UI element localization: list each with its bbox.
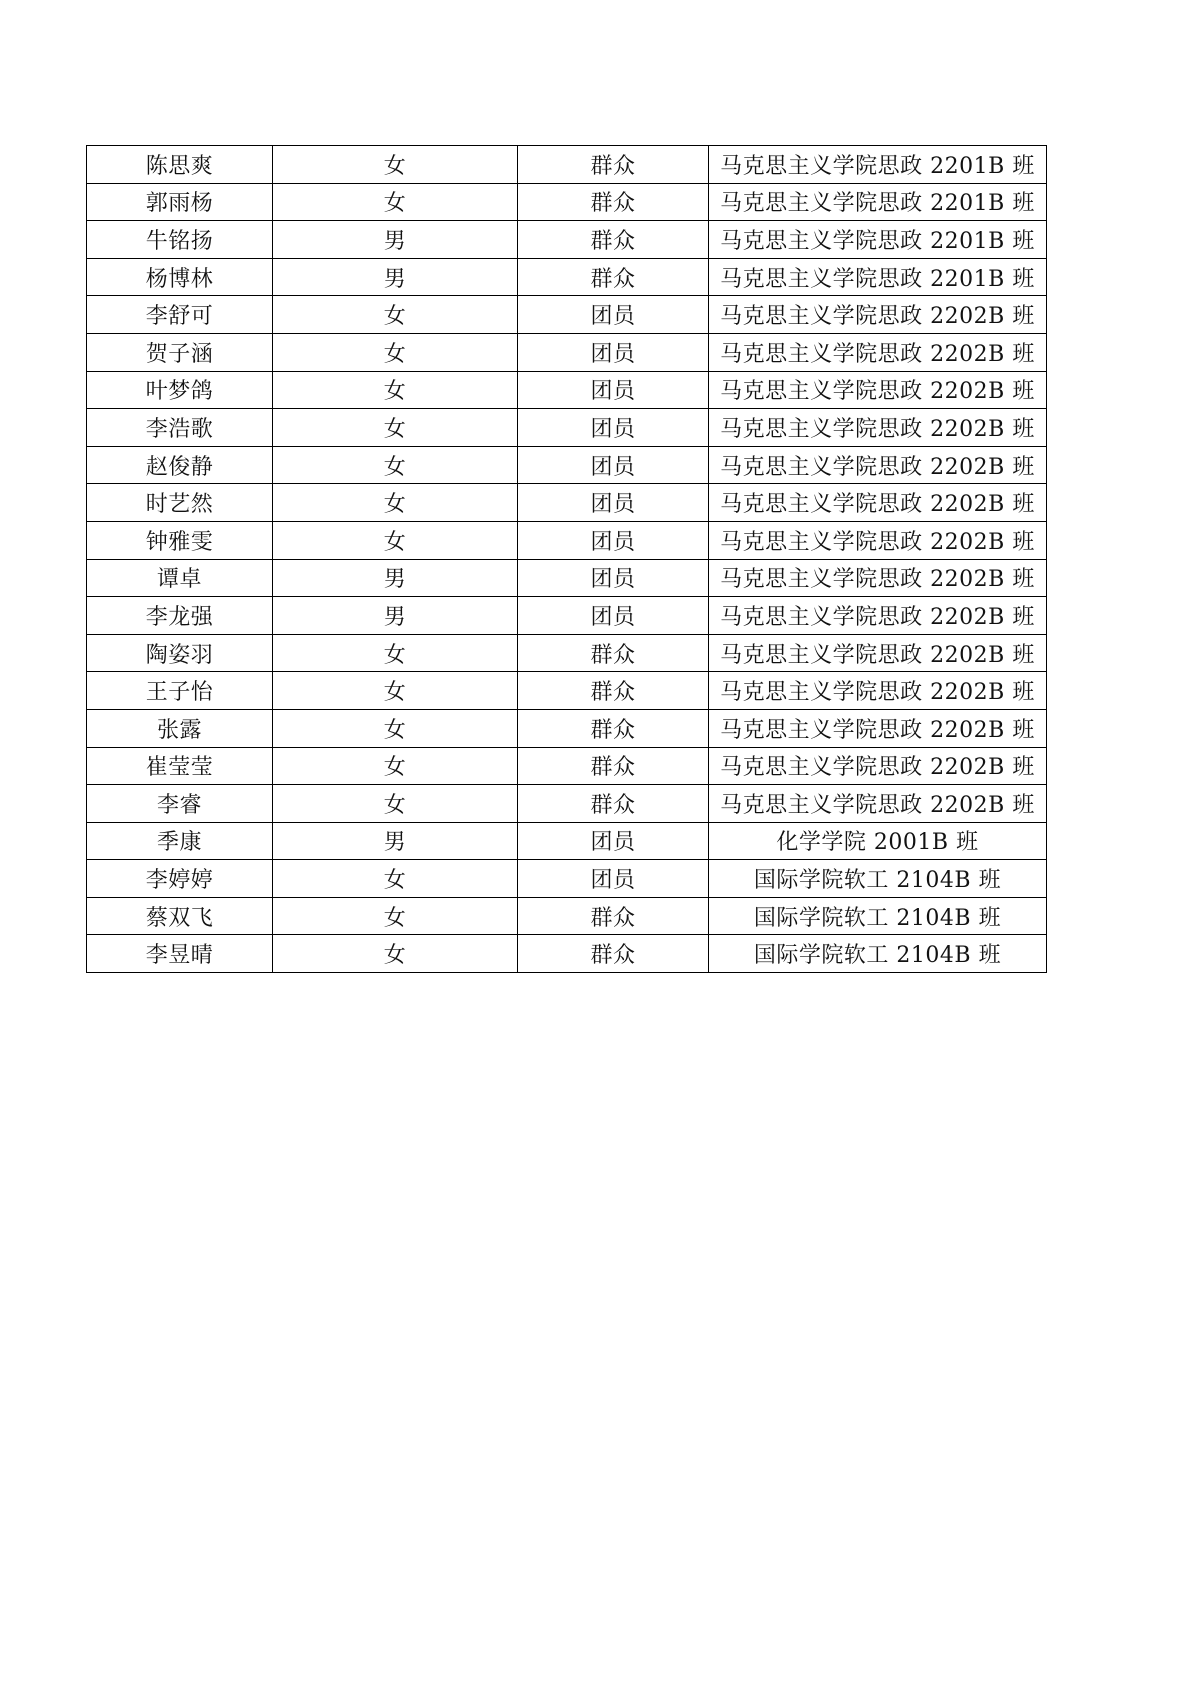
gender-cell: 女 [273,709,518,747]
student-name-cell: 叶梦鸽 [87,371,273,409]
class-cell: 马克思主义学院思政 2202B 班 [709,296,1047,334]
class-cell: 马克思主义学院思政 2201B 班 [709,221,1047,259]
political-status-cell: 群众 [518,747,709,785]
political-status-cell: 群众 [518,785,709,823]
political-status-cell: 群众 [518,634,709,672]
student-name-cell: 钟雅雯 [87,521,273,559]
class-cell: 国际学院软工 2104B 班 [709,897,1047,935]
student-name-cell: 王子怡 [87,672,273,710]
table-row [87,559,1047,597]
gender-cell: 女 [273,785,518,823]
table-row [87,521,1047,559]
political-status-cell: 团员 [518,559,709,597]
political-status-cell: 团员 [518,484,709,522]
student-name-cell: 陈思爽 [87,146,273,184]
student-name-cell: 李浩歌 [87,409,273,447]
class-cell: 马克思主义学院思政 2201B 班 [709,183,1047,221]
gender-cell: 女 [273,897,518,935]
political-status-cell: 团员 [518,446,709,484]
student-name-cell: 杨博林 [87,258,273,296]
political-status-cell: 群众 [518,258,709,296]
table-row [87,672,1047,710]
political-status-cell: 团员 [518,333,709,371]
student-name-cell: 李睿 [87,785,273,823]
table-row [87,409,1047,447]
class-cell: 马克思主义学院思政 2201B 班 [709,258,1047,296]
gender-cell: 女 [273,935,518,973]
gender-cell: 男 [273,559,518,597]
gender-cell: 女 [273,634,518,672]
table-row [87,597,1047,635]
class-cell: 马克思主义学院思政 2202B 班 [709,597,1047,635]
table-row [87,146,1047,184]
student-name-cell: 李龙强 [87,597,273,635]
student-name-cell: 季康 [87,822,273,860]
class-cell: 马克思主义学院思政 2201B 班 [709,146,1047,184]
student-name-cell: 时艺然 [87,484,273,522]
class-cell: 马克思主义学院思政 2202B 班 [709,672,1047,710]
class-cell: 马克思主义学院思政 2202B 班 [709,559,1047,597]
table-row [87,785,1047,823]
table-row [87,747,1047,785]
class-cell: 马克思主义学院思政 2202B 班 [709,785,1047,823]
student-name-cell: 贺子涵 [87,333,273,371]
class-cell: 马克思主义学院思政 2202B 班 [709,371,1047,409]
political-status-cell: 群众 [518,709,709,747]
class-cell: 马克思主义学院思政 2202B 班 [709,333,1047,371]
student-name-cell: 陶姿羽 [87,634,273,672]
political-status-cell: 团员 [518,296,709,334]
political-status-cell: 团员 [518,860,709,898]
class-cell: 马克思主义学院思政 2202B 班 [709,709,1047,747]
class-cell: 马克思主义学院思政 2202B 班 [709,521,1047,559]
political-status-cell: 群众 [518,146,709,184]
student-name-cell: 崔莹莹 [87,747,273,785]
class-cell: 马克思主义学院思政 2202B 班 [709,634,1047,672]
table-row [87,296,1047,334]
gender-cell: 女 [273,747,518,785]
gender-cell: 男 [273,597,518,635]
gender-cell: 女 [273,146,518,184]
table-row [87,634,1047,672]
gender-cell: 女 [273,860,518,898]
table-row [87,860,1047,898]
class-cell: 国际学院软工 2104B 班 [709,860,1047,898]
student-name-cell: 郭雨杨 [87,183,273,221]
student-name-cell: 赵俊静 [87,446,273,484]
political-status-cell: 群众 [518,897,709,935]
table-row [87,822,1047,860]
roster-body [87,146,1047,973]
political-status-cell: 团员 [518,597,709,635]
student-name-cell: 牛铭扬 [87,221,273,259]
student-name-cell: 李舒可 [87,296,273,334]
political-status-cell: 团员 [518,371,709,409]
student-name-cell: 李昱晴 [87,935,273,973]
political-status-cell: 群众 [518,935,709,973]
class-cell: 马克思主义学院思政 2202B 班 [709,747,1047,785]
class-cell: 化学学院 2001B 班 [709,822,1047,860]
gender-cell: 女 [273,296,518,334]
student-name-cell: 蔡双飞 [87,897,273,935]
political-status-cell: 团员 [518,822,709,860]
table-row [87,333,1047,371]
table-row [87,446,1047,484]
student-name-cell: 李婷婷 [87,860,273,898]
table-row [87,221,1047,259]
class-cell: 国际学院软工 2104B 班 [709,935,1047,973]
table-row [87,258,1047,296]
table-row [87,183,1047,221]
table-row [87,371,1047,409]
class-cell: 马克思主义学院思政 2202B 班 [709,484,1047,522]
student-name-cell: 谭卓 [87,559,273,597]
political-status-cell: 团员 [518,409,709,447]
gender-cell: 男 [273,258,518,296]
political-status-cell: 群众 [518,672,709,710]
gender-cell: 女 [273,183,518,221]
political-status-cell: 团员 [518,521,709,559]
gender-cell: 女 [273,672,518,710]
gender-cell: 女 [273,409,518,447]
table-row [87,935,1047,973]
gender-cell: 男 [273,221,518,259]
gender-cell: 男 [273,822,518,860]
table-row [87,897,1047,935]
student-roster-table [86,145,1047,973]
gender-cell: 女 [273,446,518,484]
political-status-cell: 群众 [518,221,709,259]
political-status-cell: 群众 [518,183,709,221]
gender-cell: 女 [273,333,518,371]
student-name-cell: 张露 [87,709,273,747]
gender-cell: 女 [273,484,518,522]
class-cell: 马克思主义学院思政 2202B 班 [709,446,1047,484]
gender-cell: 女 [273,521,518,559]
gender-cell: 女 [273,371,518,409]
table-row [87,484,1047,522]
table-row [87,709,1047,747]
class-cell: 马克思主义学院思政 2202B 班 [709,409,1047,447]
